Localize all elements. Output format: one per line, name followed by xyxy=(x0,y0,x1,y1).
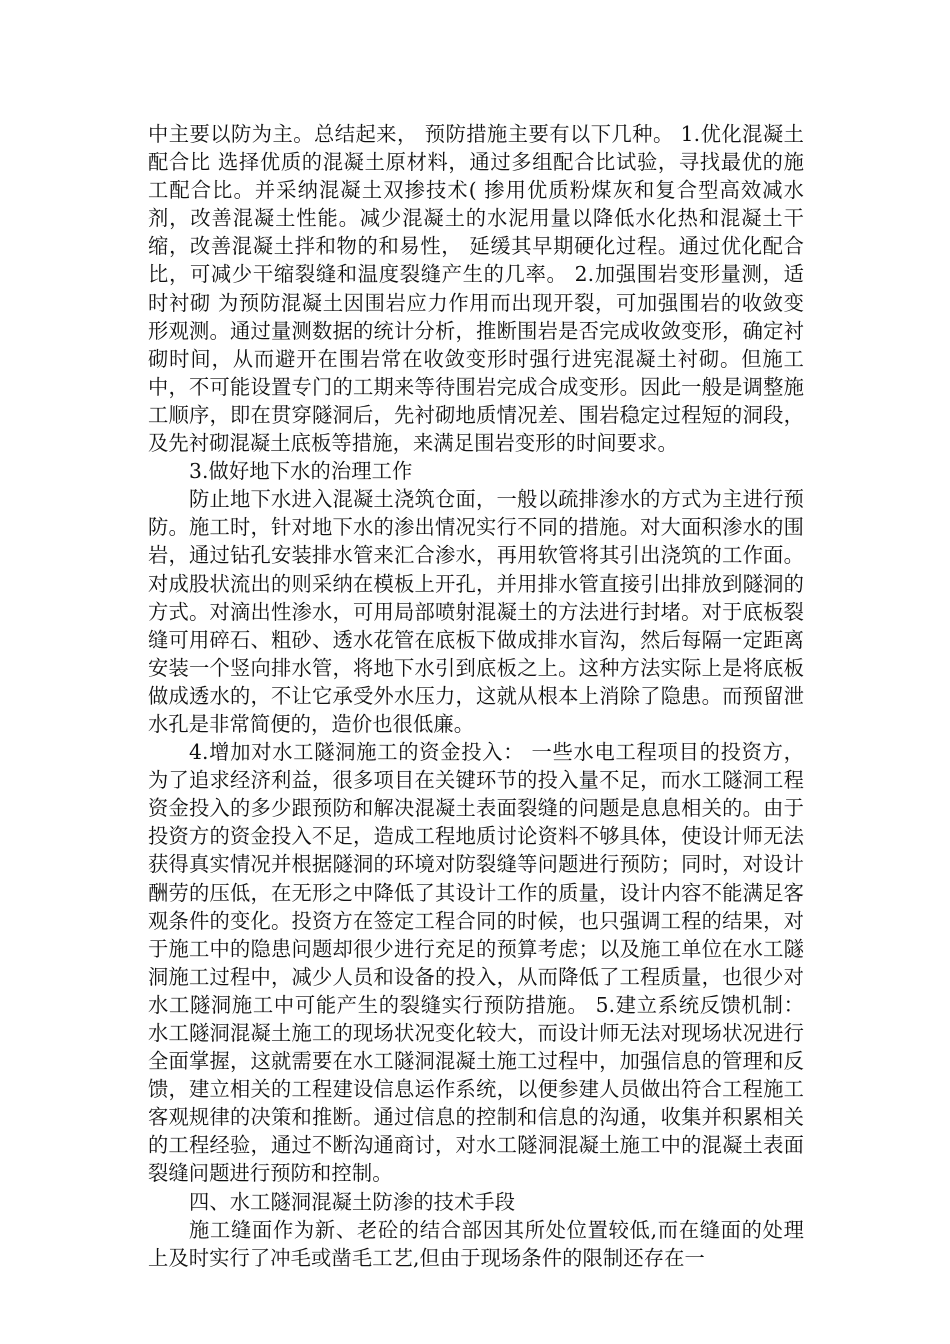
paragraph-construction-joints: 施工缝面作为新、老砼的结合部因其所处位置较低,而在缝面的处理上及时实行了冲毛或凿毛工艺,但由于现场条件的限制还存在一 xyxy=(148,1217,804,1270)
paragraph-groundwater-treatment: 防止地下水进入混凝土浇筑仓面，一般以疏排渗水的方式为主进行预防。施工时，针对地下水的渗出情况实行不同的措施。对大面积渗水的围岩，通过钻孔安装排水管来汇合渗水，再用软管将其引出浇筑的工作面。对成股状流出的则采纳在模板上开孔，并用排水管直接引出排放到隧洞的方式。对滴出性渗水，可用局部喷射混凝土的方法进行封堵。对于底板裂缝可用碎石、粗砂、透水花管在底板下做成排水盲沟，然后每隔一定距离安装一个竖向排水管，将地下水引到底板之上。这种方法实际上是将底板做成透水的，不让它承受外水压力，这就从根本上消除了隐患。而预留泄水孔是非常简便的，造价也很低廉。 xyxy=(148,487,804,736)
heading-section-four: 四、水工隧洞混凝土防渗的技术手段 xyxy=(189,1189,516,1214)
document-page xyxy=(148,120,804,1272)
heading-groundwater-treatment: 3.做好地下水的治理工作 xyxy=(189,459,413,484)
paragraph-funding-and-feedback: 4.增加对水工隧洞施工的资金投入： 一些水电工程项目的投资方，为了追求经济利益，很多项目在关键环节的投入量不足，而水工隧洞工程资金投入的多少跟预防和解决混凝土表面裂缝的问题是息息相关的。由于投资方的资金投入不足，造成工程地质讨论资料不够具体，使设计师无法获得真实情况并根据隧洞的环境对防裂缝等问题进行预防；同时，对设计酬劳的压低，在无形之中降低了其设计工作的质量，设计内容不能满足客观条件的变化。投资方在签定工程合同的时候，也只强调工程的结果，对于施工中的隐患问题却很少进行充足的预算考虑；以及施工单位在水工隧洞施工过程中，减少人员和设备的投入，从而降低了工程质量，也很少对水工隧洞施工中可能产生的裂缝实行预防措施。 5.建立系统反馈机制： 水工隧洞混凝土施工的现场状况变化较大，而设计师无法对现场状况进行全面掌握，这就需要在水工隧洞混凝土施工过程中，加强信息的管理和反馈，建立相关的工程建设信息运作系统，以便参建人员做出符合工程施工客观规律的决策和推断。通过信息的控制和信息的沟通，收集并积累相关的工程经验，通过不断沟通商讨，对水工隧洞混凝土施工中的混凝土表面裂缝问题进行预防和控制。 xyxy=(148,740,804,1186)
paragraph-prevention-measures: 中主要以防为主。总结起来， 预防措施主要有以下几种。 1.优化混凝土配合比 选择优质的混凝土原材料，通过多组配合比试验，寻找最优的施工配合比。并采纳混凝土双掺技术( 掺用优质粉煤灰和复合型高效减水剂，改善混凝土性能。减少混凝土的水泥用量以降低水化热和混凝土干缩，改善混凝土拌和物的和易性， 延缓其早期硬化过程。通过优化配合比，可减少干缩裂缝和温度裂缝产生的几率。 2.加强围岩变形量测，适时衬砌 为预防混凝土因围岩应力作用而出现开裂，可加强围岩的收敛变形观测。通过量测数据的统计分析，推断围岩是否完成收敛变形，确定衬砌时间，从而避开在围岩常在收敛变形时强行进宪混凝土衬砌。但施工中，不可能设置专门的工期来等待围岩完成合成变形。因此一般是调整施工顺序，即在贯穿隧洞后，先衬砌地质情况差、围岩稳定过程短的洞段，及先衬砌混凝土底板等措施，来满足围岩变形的时间要求。 xyxy=(148,122,804,456)
